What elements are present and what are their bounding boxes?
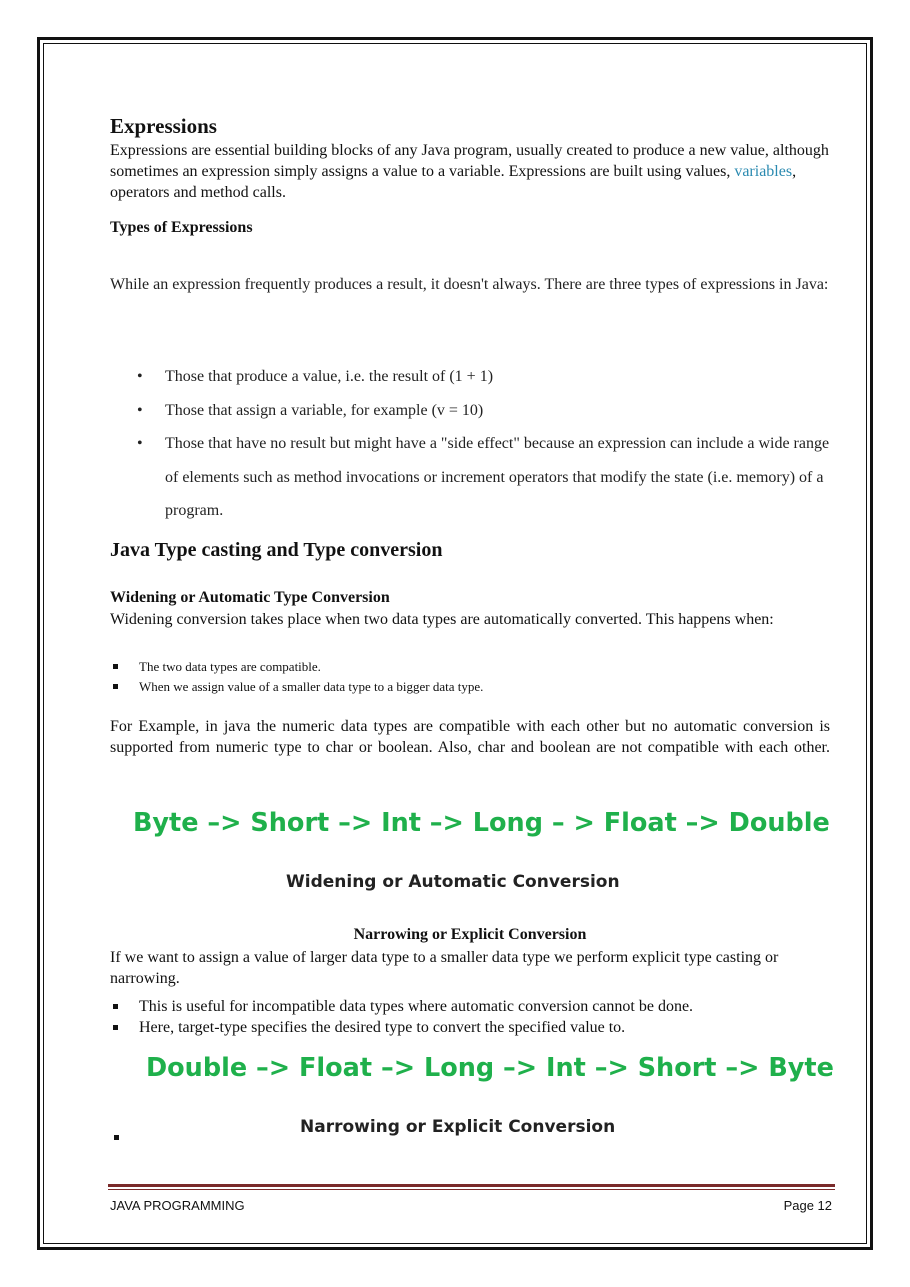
list-item: [137, 427, 832, 528]
bullet-icon: •: [137, 401, 143, 419]
footer-rule-thick: [108, 1184, 835, 1187]
list-item-text: Here, target-type specifies the desired type to convert the specified value to.: [139, 1019, 626, 1036]
list-item: [110, 677, 830, 697]
example-paragraph: For Example, in java the numeric data types are compatible with each other but no automatic conversion is supported from numeric type to char or boolean. Also, char and boolean are not compatible with each other.: [110, 718, 830, 756]
list-item: [110, 996, 830, 1017]
square-bullet-icon: [113, 1025, 118, 1030]
casting-heading: Java Type casting and Type conversion: [110, 539, 443, 561]
types-heading: Types of Expressions: [110, 219, 253, 236]
square-bullet-icon: [114, 1135, 119, 1140]
footer-title: JAVA PROGRAMMING: [110, 1198, 245, 1213]
widening-caption: Widening or Automatic Conversion: [286, 872, 620, 892]
list-item-text: Those that produce a value, i.e. the result of (1 + 1): [165, 368, 494, 385]
list-item: [110, 1017, 830, 1038]
narrowing-heading: Narrowing or Explicit Conversion: [353, 926, 587, 943]
expressions-text: Expressions are essential building blocks of any Java program, usually created to produce a new value, although sometimes an expression simply assigns a value to a variable. Expressions are built using values,: [110, 142, 829, 180]
narrowing-chain-text: Double –> Float –> Long –> Int –> Short –> Byte: [146, 1053, 834, 1083]
expressions-text-end: , operators and method calls.: [110, 163, 797, 201]
square-bullet-icon: [113, 684, 118, 689]
list-item-text: Those that have no result but might have a "side effect" because an expression can include a wide range of elements such as method invocations or increment operators that modify the state (i.e. memory) of a program.: [165, 435, 830, 519]
widening-heading: Widening or Automatic Type Conversion: [110, 589, 390, 606]
list-item-text: The two data types are compatible.: [139, 659, 321, 674]
list-item-text: When we assign value of a smaller data type to a bigger data type.: [139, 678, 484, 694]
list-item-text: This is useful for incompatible data types where automatic conversion cannot be done.: [139, 998, 694, 1015]
list-item: [137, 394, 832, 428]
bullet-icon: •: [137, 368, 143, 385]
widening-conditions-list: [110, 657, 830, 696]
bullet-icon: •: [137, 435, 143, 452]
widening-paragraph: Widening conversion takes place when two data types are automatically converted. This happens when:: [110, 611, 774, 628]
list-item-text: Those that assign a variable, for example (v = 10): [165, 401, 484, 419]
page-number: Page 12: [783, 1198, 832, 1213]
list-item: [137, 360, 832, 394]
footer-rule-thin: [108, 1189, 835, 1190]
widening-chain-text: Byte –> Short –> Int –> Long – > Float –> Double: [133, 808, 830, 838]
expressions-heading: Expressions: [110, 114, 217, 138]
square-bullet-icon: [113, 664, 118, 669]
types-intro: While an expression frequently produces a result, it doesn't always. There are three types of expressions in Java:: [110, 276, 829, 293]
expressions-paragraph: [110, 140, 830, 203]
narrowing-paragraph: If we want to assign a value of larger data type to a smaller data type we perform explicit type casting or narrowing.: [110, 949, 779, 987]
variables-link[interactable]: variables: [734, 163, 793, 180]
square-bullet-icon: [113, 1004, 118, 1009]
expression-types-list: [137, 360, 832, 528]
narrowing-caption: Narrowing or Explicit Conversion: [300, 1117, 616, 1137]
narrowing-notes-list: [110, 996, 830, 1038]
list-item: [110, 657, 830, 677]
